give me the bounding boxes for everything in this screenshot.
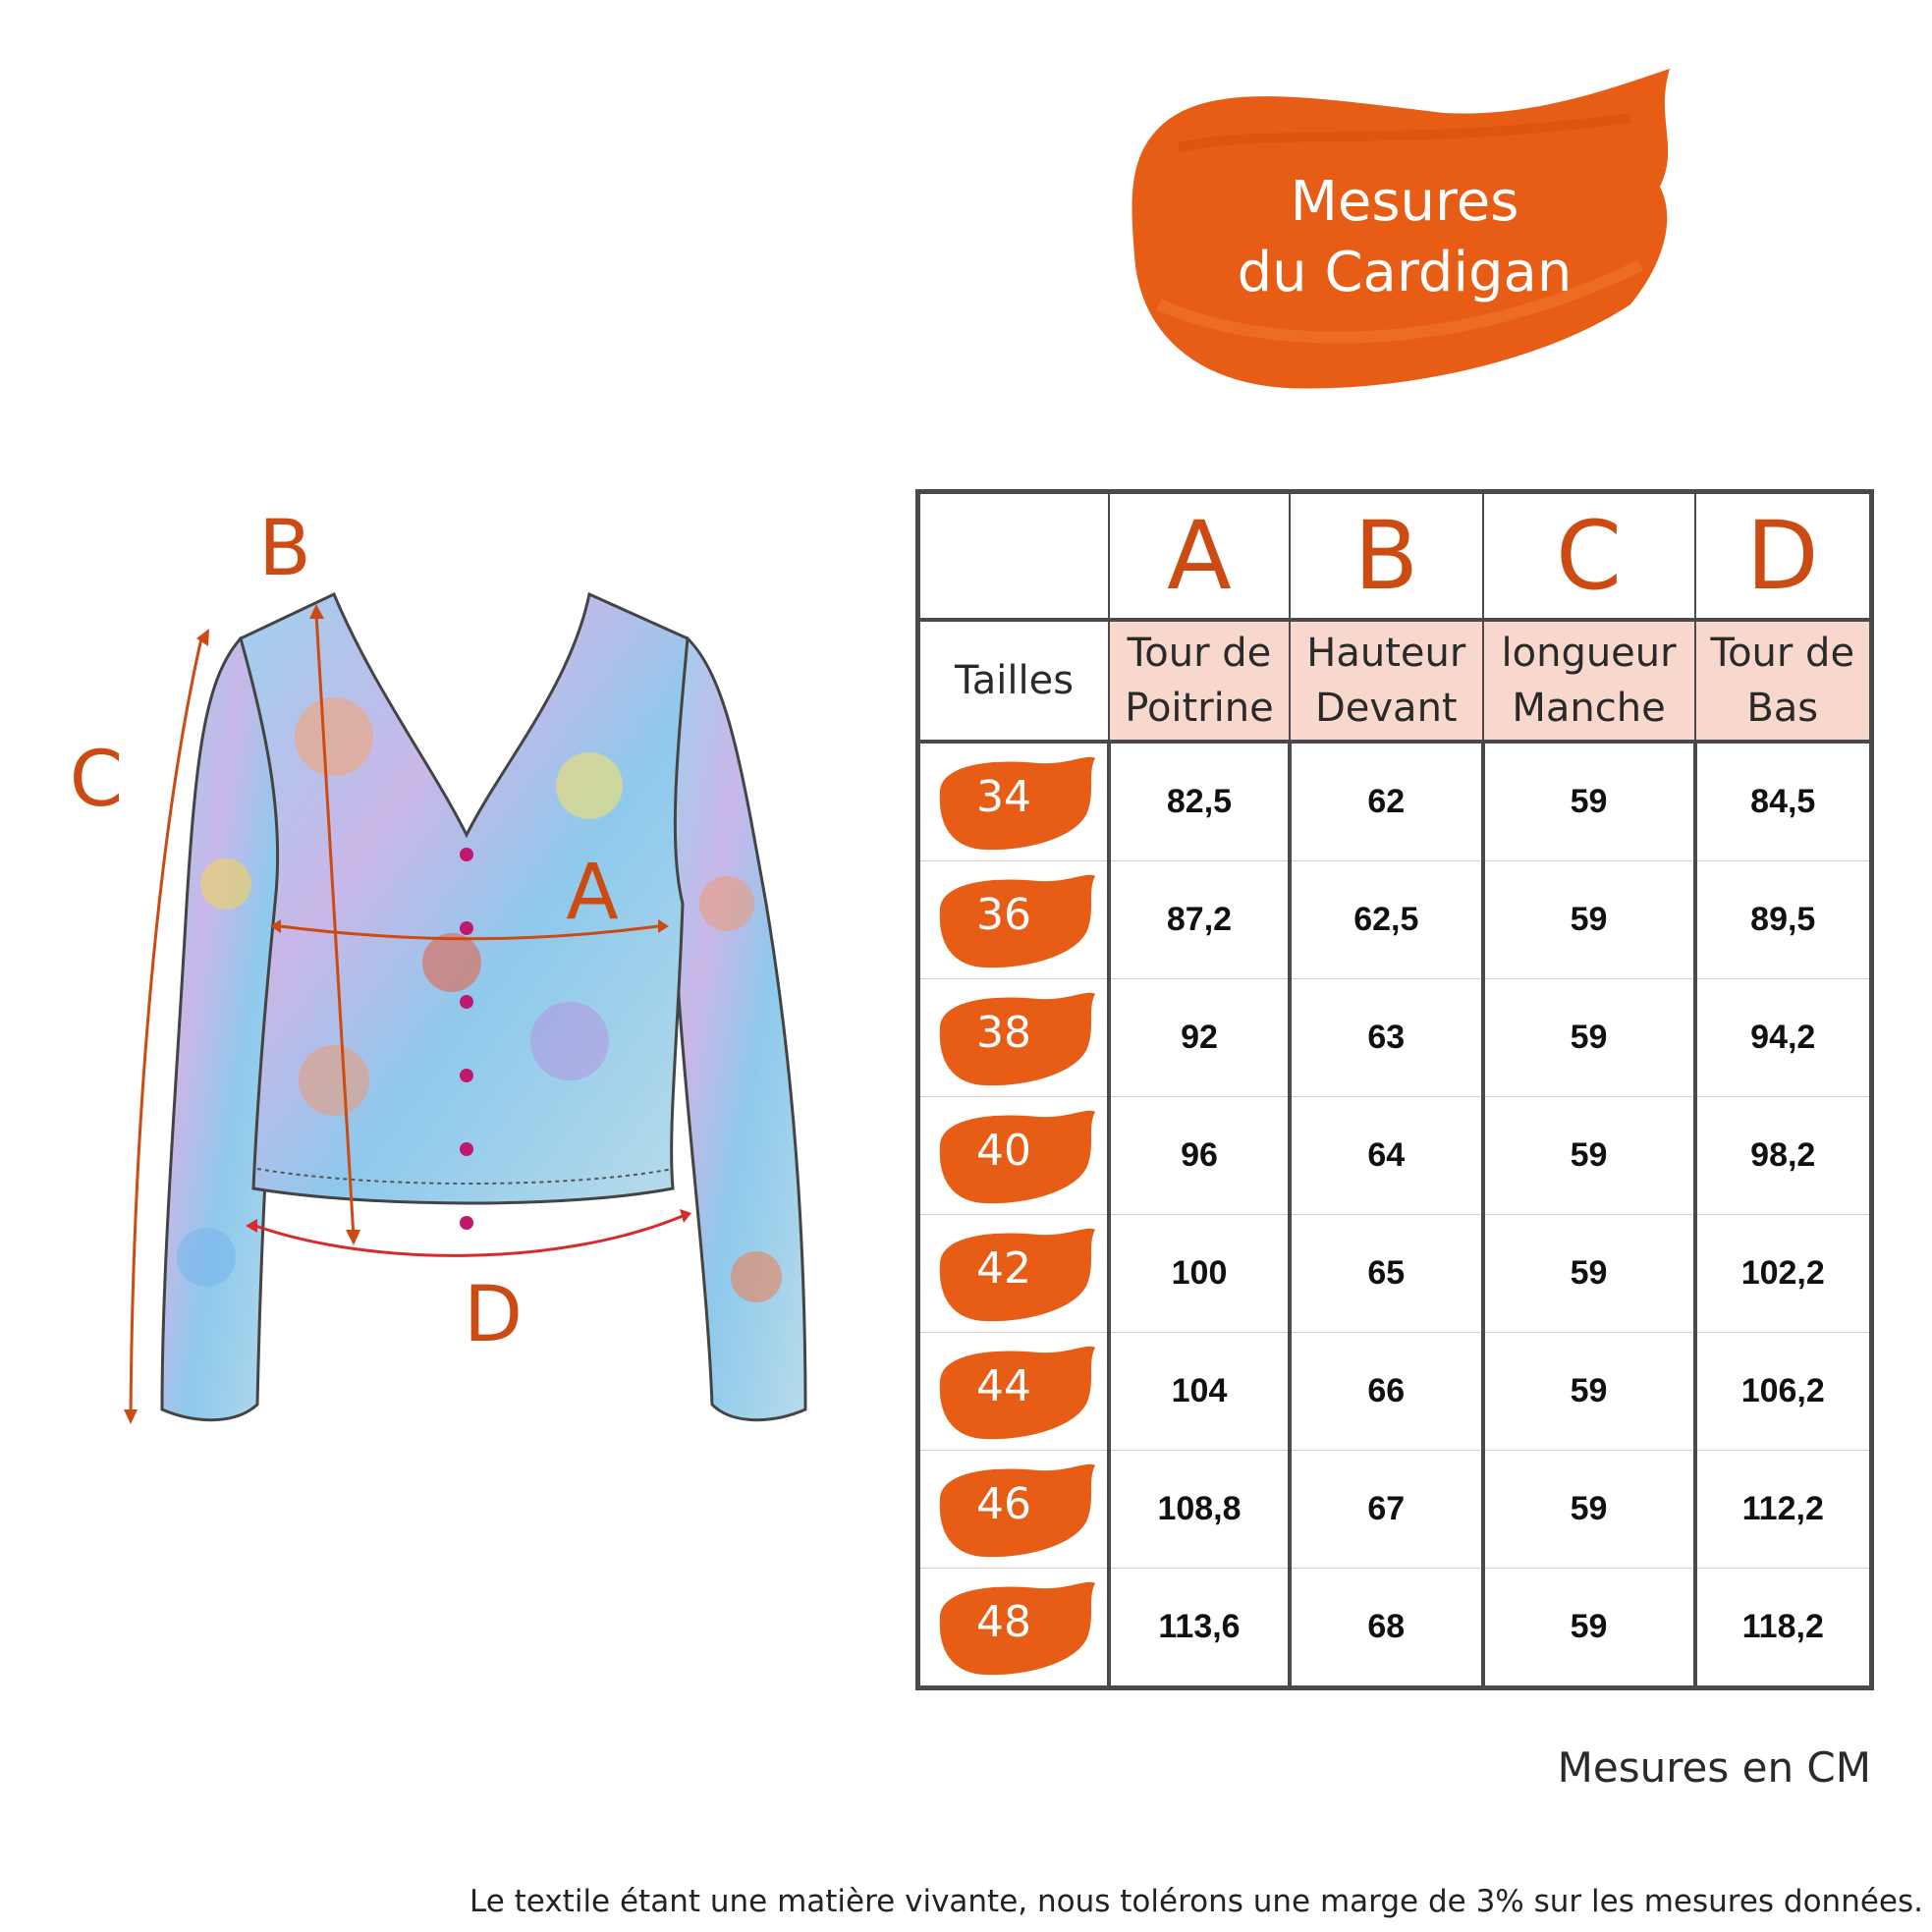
measure-value: 100 bbox=[1109, 1215, 1290, 1333]
table-row bbox=[918, 979, 1872, 1097]
measure-value: 59 bbox=[1483, 979, 1695, 1097]
size-cell bbox=[918, 1215, 1110, 1333]
table-row bbox=[918, 1215, 1872, 1333]
size-label: 40 bbox=[976, 1125, 1031, 1176]
size-badge bbox=[930, 989, 1097, 1087]
page-title bbox=[1149, 167, 1660, 308]
measure-value: 63 bbox=[1290, 979, 1483, 1097]
diagram-label-c: C bbox=[69, 736, 124, 824]
cardigan-body bbox=[241, 594, 688, 1203]
measure-value: 68 bbox=[1290, 1569, 1483, 1688]
measure-value: 62,5 bbox=[1290, 861, 1483, 979]
diagram-label-a: A bbox=[566, 849, 619, 937]
size-label: 44 bbox=[976, 1360, 1031, 1411]
size-cell bbox=[918, 1569, 1110, 1688]
table-header-row bbox=[918, 620, 1872, 742]
size-label: 38 bbox=[976, 1007, 1031, 1058]
size-label: 42 bbox=[976, 1242, 1031, 1294]
table-row bbox=[918, 1569, 1872, 1688]
button bbox=[460, 995, 473, 1009]
table-row bbox=[918, 1333, 1872, 1451]
measure-value: 59 bbox=[1483, 1097, 1695, 1215]
size-cell bbox=[918, 1097, 1110, 1215]
measure-value: 89,5 bbox=[1695, 861, 1872, 979]
measure-value: 66 bbox=[1290, 1333, 1483, 1451]
right-sleeve bbox=[664, 638, 805, 1420]
button bbox=[460, 1216, 473, 1230]
letter-cell bbox=[1483, 492, 1695, 621]
measure-value: 96 bbox=[1109, 1097, 1290, 1215]
measure-value: 108,8 bbox=[1109, 1451, 1290, 1569]
column-header: Tour de Bas bbox=[1695, 620, 1872, 742]
measure-value: 87,2 bbox=[1109, 861, 1290, 979]
button bbox=[460, 1069, 473, 1082]
button bbox=[460, 921, 473, 935]
measure-value: 102,2 bbox=[1695, 1215, 1872, 1333]
row-header-label: Tailles bbox=[918, 620, 1110, 742]
table-row bbox=[918, 861, 1872, 979]
column-letter: A bbox=[1167, 501, 1232, 611]
size-cell bbox=[918, 861, 1110, 979]
measure-value: 113,6 bbox=[1109, 1569, 1290, 1688]
column-letter: C bbox=[1556, 501, 1623, 611]
measure-value: 82,5 bbox=[1109, 742, 1290, 861]
column-header: longueur Manche bbox=[1483, 620, 1695, 742]
table-body bbox=[918, 742, 1872, 1688]
measure-value: 94,2 bbox=[1695, 979, 1872, 1097]
table-row bbox=[918, 1451, 1872, 1569]
measure-value: 84,5 bbox=[1695, 742, 1872, 861]
measure-value: 59 bbox=[1483, 1451, 1695, 1569]
units-label: Mesures en CM bbox=[1557, 1743, 1871, 1792]
column-header: Hauteur Devant bbox=[1290, 620, 1483, 742]
measure-value: 118,2 bbox=[1695, 1569, 1872, 1688]
letter-cell bbox=[1109, 492, 1290, 621]
size-badge bbox=[930, 1225, 1097, 1323]
size-badge bbox=[930, 1107, 1097, 1205]
measure-value: 98,2 bbox=[1695, 1097, 1872, 1215]
letter-cell bbox=[1695, 492, 1872, 621]
size-cell bbox=[918, 1333, 1110, 1451]
measure-value: 59 bbox=[1483, 861, 1695, 979]
measure-value: 64 bbox=[1290, 1097, 1483, 1215]
size-badge bbox=[930, 1343, 1097, 1441]
button bbox=[460, 1142, 473, 1156]
size-label: 46 bbox=[976, 1478, 1031, 1529]
column-letter: B bbox=[1353, 501, 1419, 611]
size-label: 48 bbox=[976, 1596, 1031, 1647]
table-row bbox=[918, 1097, 1872, 1215]
table-row bbox=[918, 742, 1872, 861]
button bbox=[460, 848, 473, 861]
size-badge bbox=[930, 753, 1097, 852]
cardigan-diagram bbox=[39, 491, 825, 1454]
measure-value: 59 bbox=[1483, 742, 1695, 861]
column-letter: D bbox=[1745, 501, 1819, 611]
diagram-label-b: B bbox=[258, 505, 311, 593]
table-letter-row bbox=[918, 492, 1872, 621]
measure-value: 112,2 bbox=[1695, 1451, 1872, 1569]
size-cell bbox=[918, 742, 1110, 861]
measure-value: 106,2 bbox=[1695, 1333, 1872, 1451]
diagram-label-d: D bbox=[463, 1271, 524, 1359]
measure-value: 92 bbox=[1109, 979, 1290, 1097]
measure-value: 59 bbox=[1483, 1569, 1695, 1688]
letter-cell bbox=[1290, 492, 1483, 621]
size-table bbox=[915, 489, 1874, 1690]
size-label: 34 bbox=[976, 771, 1031, 822]
empty-corner-cell bbox=[918, 492, 1110, 621]
size-badge bbox=[930, 1578, 1097, 1677]
size-badge bbox=[930, 1461, 1097, 1559]
measure-value: 65 bbox=[1290, 1215, 1483, 1333]
size-cell bbox=[918, 979, 1110, 1097]
measure-value: 59 bbox=[1483, 1333, 1695, 1451]
size-badge bbox=[930, 871, 1097, 969]
column-header: Tour de Poitrine bbox=[1109, 620, 1290, 742]
size-cell bbox=[918, 1451, 1110, 1569]
measure-value: 67 bbox=[1290, 1451, 1483, 1569]
tolerance-note: Le textile étant une matière vivante, nous tolérons une marge de 3% sur les mesures données. bbox=[469, 1884, 1923, 1919]
measure-value: 62 bbox=[1290, 742, 1483, 861]
measure-value: 104 bbox=[1109, 1333, 1290, 1451]
size-label: 36 bbox=[976, 889, 1031, 940]
title-line-2: du Cardigan bbox=[1237, 241, 1573, 304]
measure-value: 59 bbox=[1483, 1215, 1695, 1333]
title-line-1: Mesures bbox=[1290, 170, 1519, 234]
